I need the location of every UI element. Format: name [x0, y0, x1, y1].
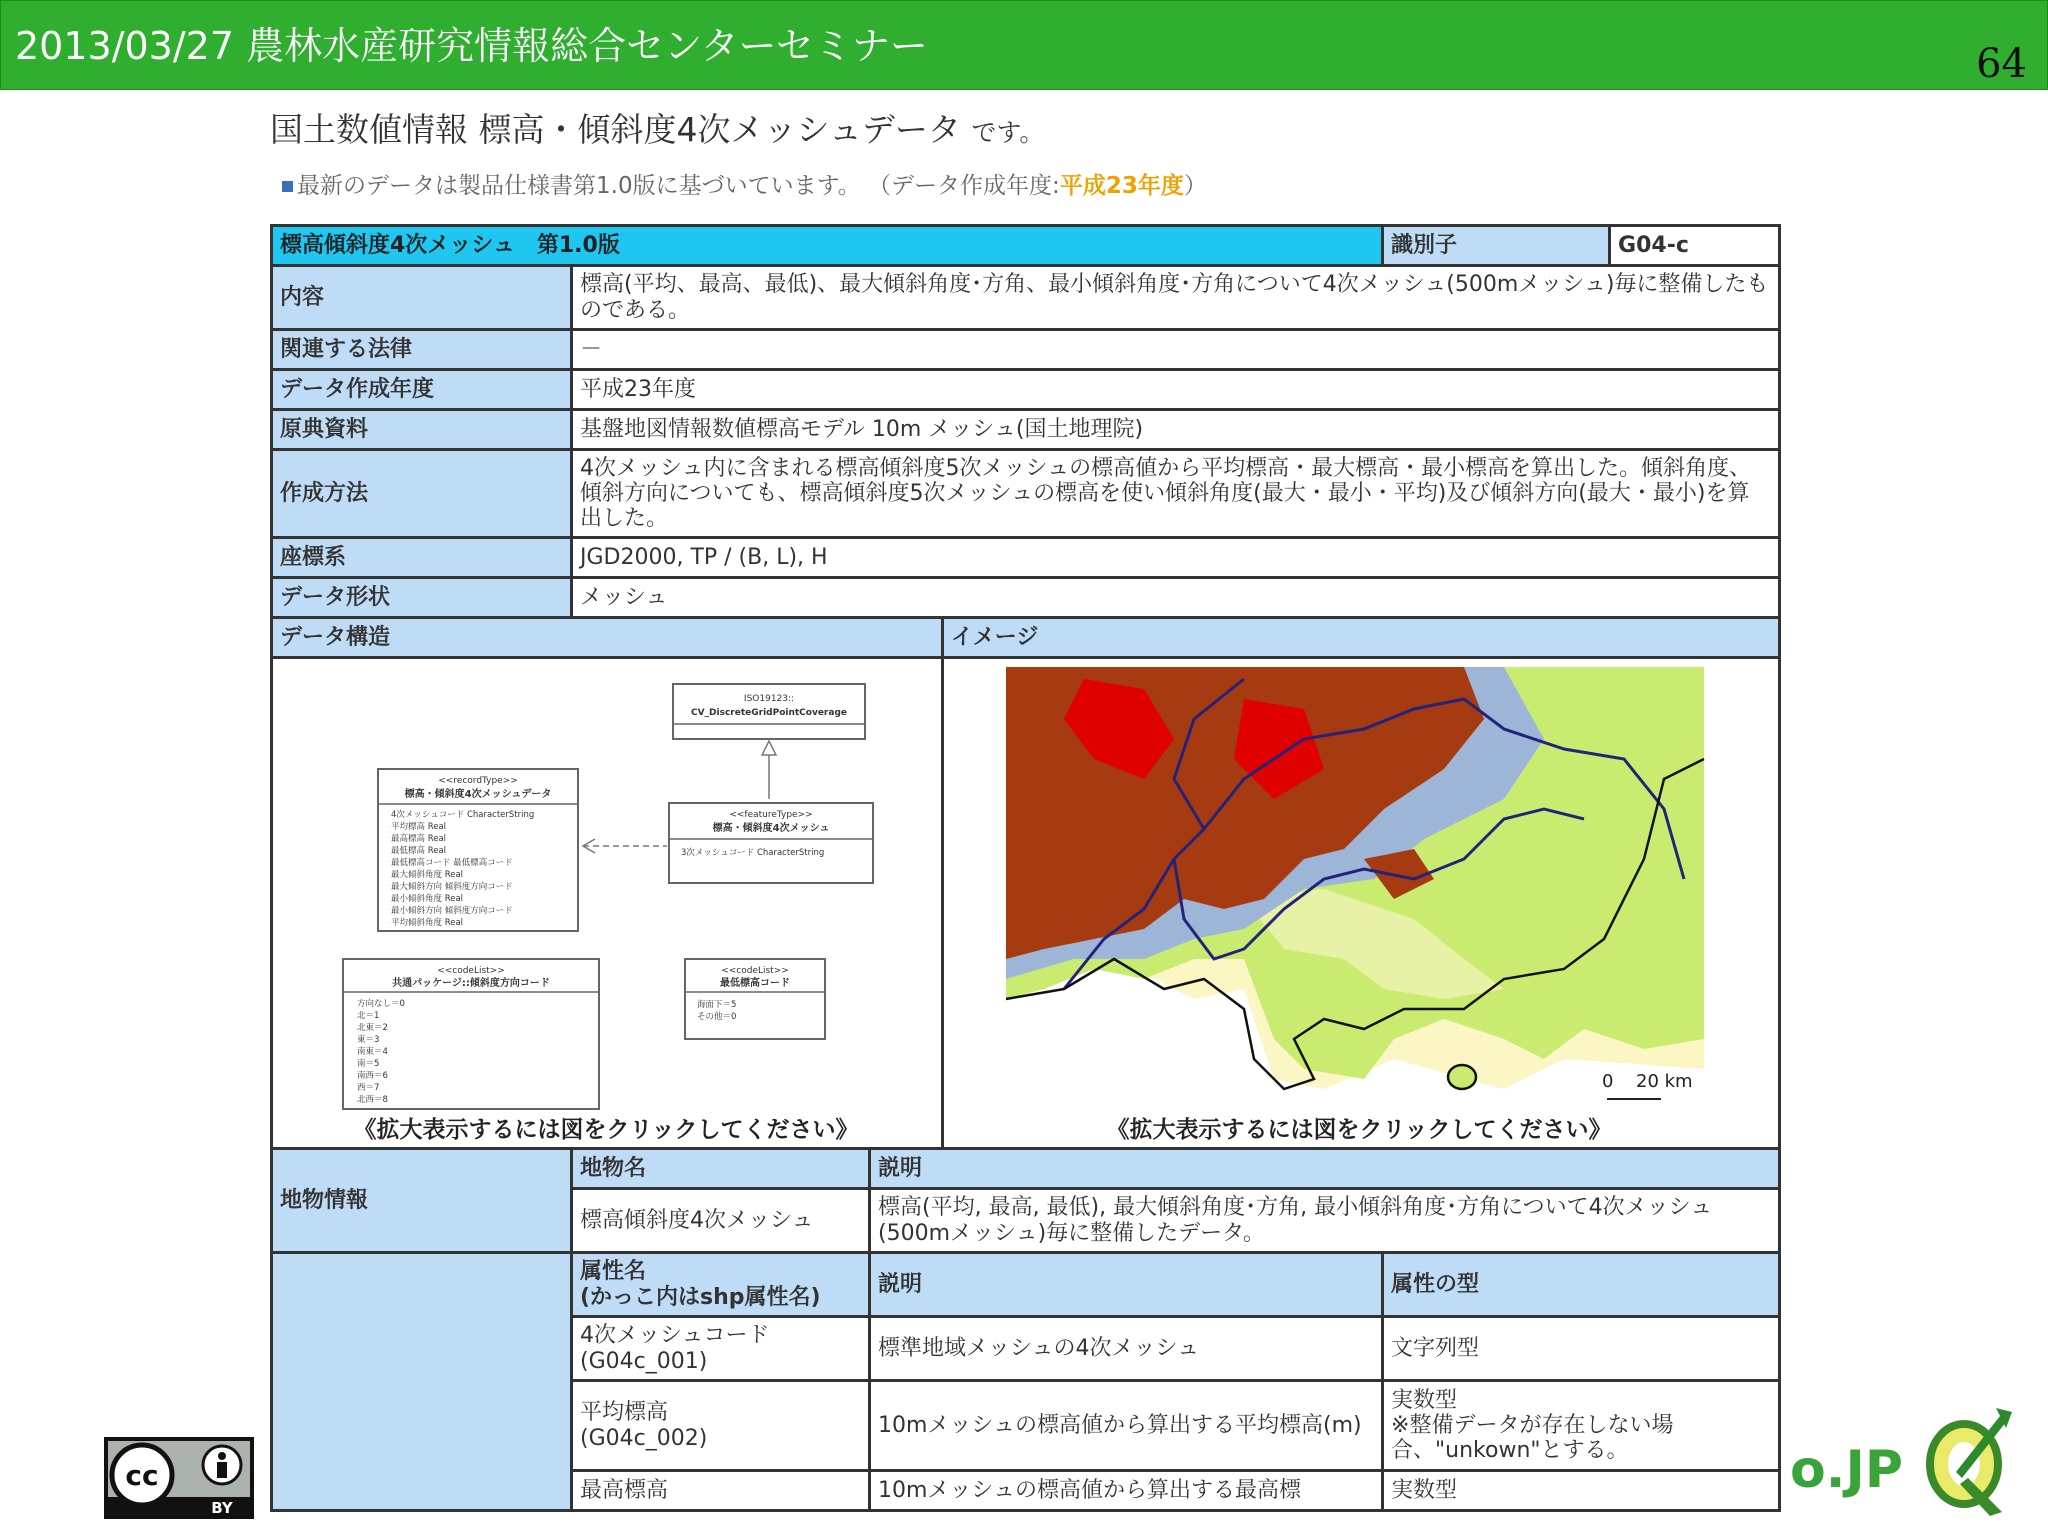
attr-desc-header: 説明: [870, 1253, 1383, 1317]
codelist2-name: 最低標高コード: [720, 978, 790, 989]
cc-by-icon: [104, 1437, 254, 1519]
inheritance-arrow-icon: [762, 741, 776, 755]
attr-name-header: 属性名 (かっこ内はshp属性名): [572, 1253, 870, 1317]
code-item: 海面下＝5: [697, 1000, 737, 1010]
attr-type: 実数型: [1383, 1471, 1780, 1511]
attr-type: 実数型 ※整備データが存在しない場合、"unkown"とする。: [1383, 1381, 1780, 1471]
product-name: 標高傾斜度4次メッシュ 第1.0版: [272, 226, 1383, 266]
identifier-label: 識別子: [1383, 226, 1610, 266]
row-label: 関連する法律: [272, 330, 572, 370]
uml-diagram-cell[interactable]: [272, 658, 943, 1149]
row-label: 内容: [272, 266, 572, 330]
spec-table-wrapper: [270, 224, 1778, 1512]
heading-main: 国土数値情報 標高・傾斜度4次メッシュデータ: [270, 110, 961, 149]
row-label: 作成方法: [272, 450, 572, 538]
code-item: 南西＝6: [357, 1071, 388, 1081]
record-attr: 4次メッシュコード CharacterString: [391, 810, 535, 820]
page-number: 64: [1976, 41, 2027, 87]
code-item: 北東＝2: [357, 1023, 388, 1033]
row-value: JGD2000, TP / (B, L), H: [572, 538, 1780, 578]
code-item: 方向なし＝0: [357, 999, 405, 1009]
row-label: データ作成年度: [272, 370, 572, 410]
version-note: [282, 167, 1207, 200]
record-attr: 最小傾斜方向 傾斜度方向コード: [391, 906, 513, 916]
record-attr: 最高標高 Real: [391, 834, 447, 844]
attr-type: 文字列型: [1383, 1317, 1780, 1381]
attr-type-header: 属性の型: [1383, 1253, 1780, 1317]
row-value: 基盤地図情報数値標高モデル 10m メッシュ(国土地理院): [572, 410, 1780, 450]
slide-title: 2013/03/27 農林水産研究情報総合センターセミナー: [15, 24, 928, 68]
record-stereo: <<recordType>>: [438, 776, 518, 786]
osgeo-jp-logo-text: o.JP: [1790, 1440, 1903, 1500]
code-item: その他＝0: [697, 1012, 737, 1022]
record-attr: 最小傾斜角度 Real: [391, 894, 464, 904]
scale-zero: 0: [1602, 1071, 1614, 1092]
data-structure-label: データ構造: [272, 618, 943, 658]
feature-info-label: 地物情報: [272, 1149, 572, 1253]
row-label: 座標系: [272, 538, 572, 578]
note-end: ）: [1183, 173, 1207, 199]
uml-diagram[interactable]: [273, 659, 939, 1147]
elevation-map[interactable]: [944, 659, 1774, 1147]
code-item: 西＝7: [357, 1083, 380, 1093]
record-attr: 最低標高 Real: [391, 846, 447, 856]
record-attr: 最大傾斜角度 Real: [391, 870, 464, 880]
code-item: 東＝3: [357, 1035, 380, 1045]
qgis-logo-icon: [1920, 1408, 2012, 1518]
title-bar: [0, 0, 2048, 90]
uml-click-caption[interactable]: 《拡大表示するには図をクリックしてください》: [353, 1117, 859, 1143]
feature-name-header: 地物名: [572, 1149, 870, 1189]
cc-text: cc: [125, 1459, 159, 1492]
spec-table: [270, 224, 1781, 1512]
island: [1448, 1065, 1476, 1089]
scale-km: 20 km: [1636, 1071, 1693, 1092]
row-label: 原典資料: [272, 410, 572, 450]
attribute-info-label: [272, 1253, 572, 1511]
row-value: メッシュ: [572, 578, 1780, 618]
attr-name: 4次メッシュコード (G04c_001): [572, 1317, 870, 1381]
row-value: －: [572, 330, 1780, 370]
attr-desc: 10mメッシュの標高値から算出する平均標高(m): [870, 1381, 1383, 1471]
by-text: BY: [211, 1499, 233, 1517]
attr-name: 平均標高 (G04c_002): [572, 1381, 870, 1471]
codelist1-name: 共通パッケージ::傾斜度方向コード: [392, 978, 550, 989]
bullet-icon: [282, 181, 293, 192]
attr-name: 最高標高: [572, 1471, 870, 1511]
codelist2-stereo: <<codeList>>: [721, 966, 789, 976]
record-attr: 平均傾斜角度 Real: [391, 918, 464, 928]
row-value: 標高(平均、最高、最低)、最大傾斜角度･方角、最小傾斜角度･方角について4次メッシュ(500mメッシュ)毎に整備したものである。: [572, 266, 1780, 330]
code-item: 南＝5: [357, 1059, 380, 1069]
record-attr: 最低標高コード 最低標高コード: [391, 858, 513, 868]
page-heading: [270, 104, 1044, 151]
identifier-value: G04-c: [1610, 226, 1780, 266]
row-value: 平成23年度: [572, 370, 1780, 410]
image-label: イメージ: [943, 618, 1780, 658]
record-attr: 平均標高 Real: [391, 822, 447, 832]
coverage-stereo: ISO19123::: [743, 694, 795, 704]
attr-desc: 10mメッシュの標高値から算出する最高標: [870, 1471, 1383, 1511]
coverage-name: CV_DiscreteGridPointCoverage: [690, 708, 848, 718]
record-name: 標高・傾斜度4次メッシュデータ: [404, 789, 552, 800]
cc-by-license-badge[interactable]: [104, 1437, 254, 1519]
feature-desc-header: 説明: [870, 1149, 1780, 1189]
row-value: 4次メッシュ内に含まれる標高傾斜度5次メッシュの標高値から平均標高・最大標高・最小標高を算出した。傾斜角度、傾斜方向についても、標高傾斜度5次メッシュの標高を使い傾斜角度(最大・最小・平均)及び傾斜方向(最大・最小)を算出した。: [572, 450, 1780, 538]
feature-name: 標高傾斜度4次メッシュ: [572, 1189, 870, 1253]
map-image-cell[interactable]: [943, 658, 1780, 1149]
feature-attr: 3次メッシュコード CharacterString: [681, 848, 825, 858]
record-attr: 最大傾斜方向 傾斜度方向コード: [391, 882, 513, 892]
attr-desc: 標準地域メッシュの4次メッシュ: [870, 1317, 1383, 1381]
map-click-caption[interactable]: 《拡大表示するには図をクリックしてください》: [1106, 1117, 1612, 1143]
note-text: 最新のデータは製品仕様書第1.0版に基づいています。 （データ作成年度:: [297, 173, 1060, 199]
feature-desc: 標高(平均, 最高, 最低), 最大傾斜角度･方角, 最小傾斜角度･方角について4次メッシュ(500mメッシュ)毎に整備したデータ。: [870, 1189, 1780, 1253]
row-label: データ形状: [272, 578, 572, 618]
code-item: 南東＝4: [357, 1047, 388, 1057]
feature-class-name: 標高・傾斜度4次メッシュ: [712, 823, 830, 834]
heading-suffix: です。: [971, 118, 1045, 147]
note-highlight: 平成23年度: [1059, 173, 1184, 199]
code-item: 北＝1: [357, 1011, 380, 1021]
codelist1-stereo: <<codeList>>: [437, 966, 505, 976]
feature-stereo: <<featureType>>: [729, 810, 813, 820]
code-item: 北西＝8: [357, 1095, 388, 1105]
